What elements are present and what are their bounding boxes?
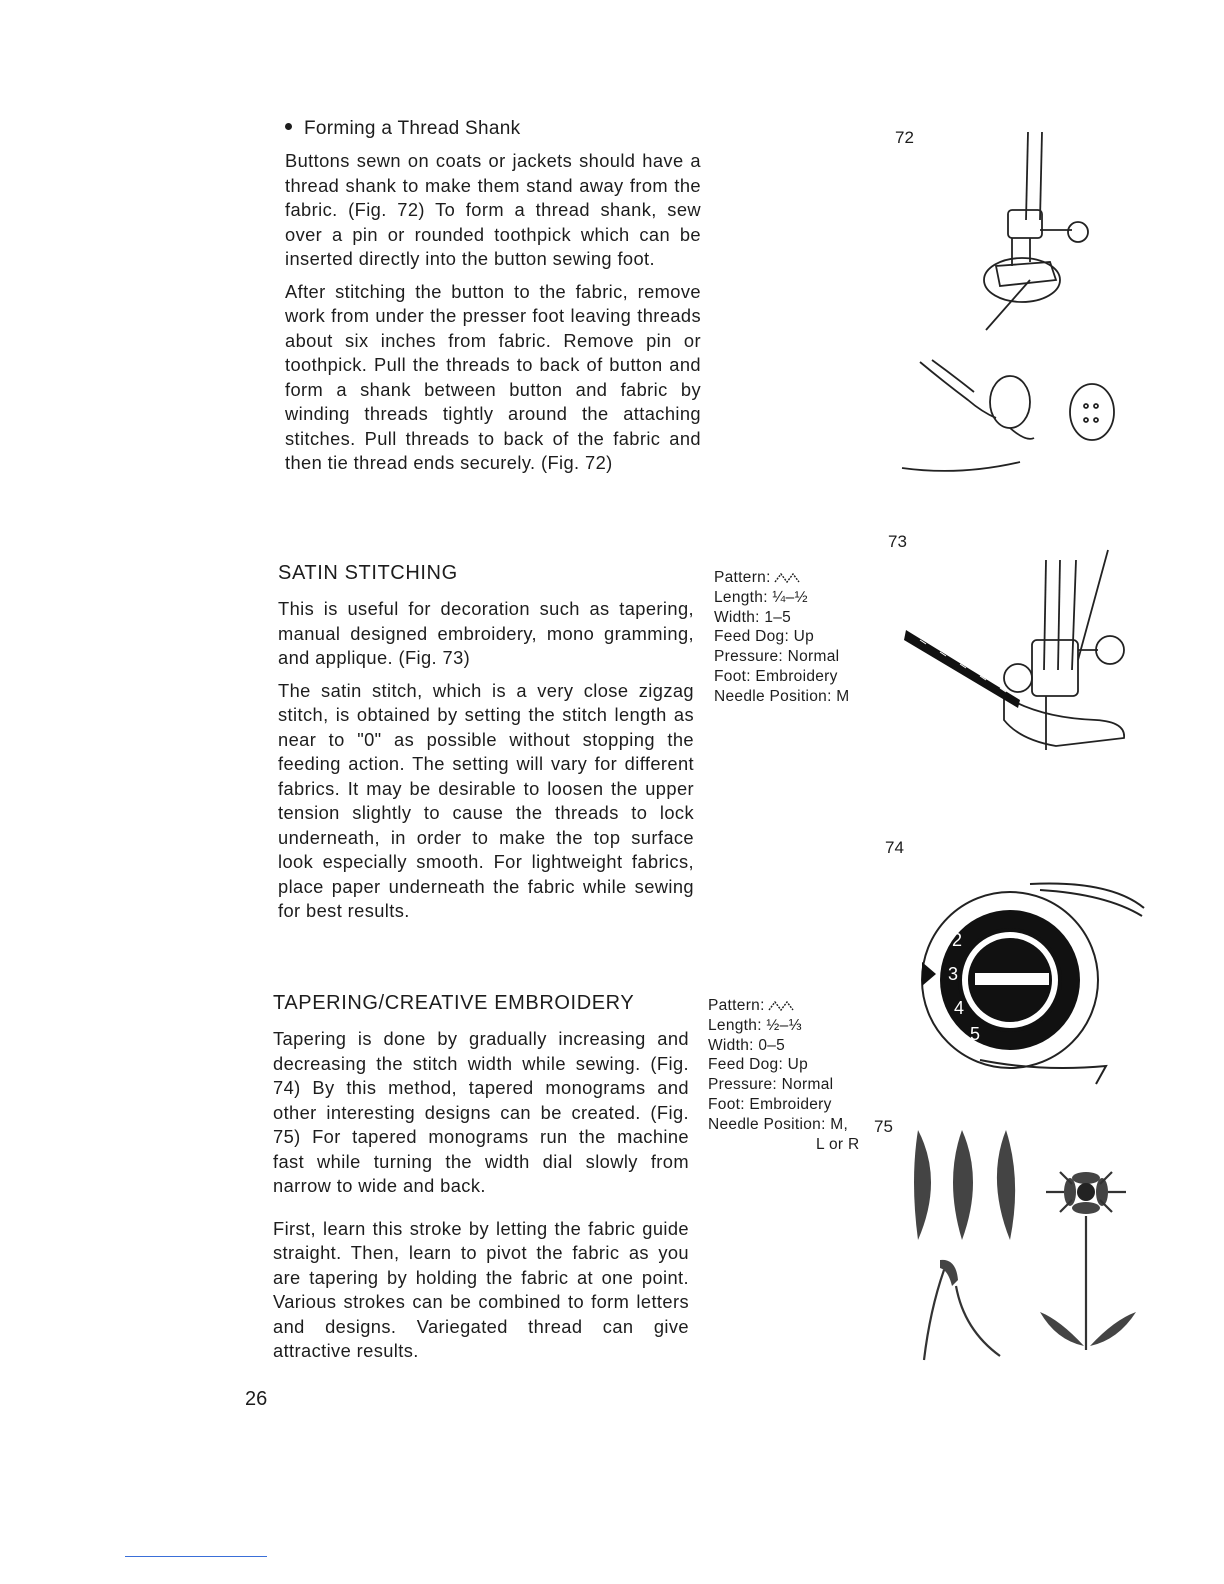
figure-73-number: 73 bbox=[888, 532, 907, 551]
figure-73-satin-stitch-illustration bbox=[900, 550, 1130, 800]
dial-pointer-icon bbox=[922, 962, 936, 986]
figure-75-tapered-designs-illustration bbox=[900, 1120, 1140, 1370]
dial-number: 2 bbox=[952, 930, 963, 950]
setting-needle-position: Needle Position: M bbox=[714, 687, 850, 705]
satin-stitching-section bbox=[278, 562, 694, 932]
figure-72-number: 72 bbox=[895, 128, 914, 147]
bullet-icon bbox=[285, 123, 292, 130]
setting-pattern: Pattern: bbox=[708, 996, 859, 1016]
setting-pressure: Pressure: Normal bbox=[714, 648, 840, 666]
satin-paragraph-1: This is useful for decoration such as tapering, manual designed embroidery, mono gramming, and applique. (Fig. 73) bbox=[278, 598, 694, 668]
setting-length: Length: ¼–½ bbox=[714, 588, 808, 606]
satin-stitching-heading: SATIN STITCHING bbox=[278, 562, 458, 584]
setting-pressure: Pressure: Normal bbox=[708, 1076, 834, 1094]
thread-shank-heading: Forming a Thread Shank bbox=[285, 118, 701, 140]
zigzag-pattern-icon bbox=[774, 568, 800, 588]
figure-74-number: 74 bbox=[885, 838, 904, 857]
tapering-heading: TAPERING/CREATIVE EMBROIDERY bbox=[273, 992, 635, 1014]
satin-settings bbox=[714, 568, 850, 707]
tapering-settings bbox=[708, 996, 859, 1154]
tapering-paragraph-1: Tapering is done by gradually increasing and decreasing the stitch width while sewing. (Fig. 74) By this method, tapered monograms and other interesting designs can be created. (Fig. 75) For tapered monograms run the machine fast while turning the width dial slowly from narrow to wide and back. bbox=[273, 1028, 689, 1196]
dial-number: 3 bbox=[948, 964, 959, 984]
dial-number: 5 bbox=[970, 1024, 981, 1044]
setting-needle-position: Needle Position: M, bbox=[708, 1115, 849, 1133]
setting-pattern: Pattern: bbox=[714, 568, 850, 588]
figure-72-button-shank-illustration bbox=[900, 130, 1130, 500]
setting-width: Width: 1–5 bbox=[714, 608, 792, 626]
thread-shank-section bbox=[285, 118, 701, 484]
page-number: 26 bbox=[245, 1388, 268, 1410]
setting-feed-dog: Feed Dog: Up bbox=[714, 628, 815, 646]
setting-needle-position-cont: L or R bbox=[816, 1135, 860, 1153]
figure-74-width-dial-illustration bbox=[910, 850, 1150, 1090]
setting-foot: Foot: Embroidery bbox=[708, 1095, 832, 1113]
zigzag-pattern-icon bbox=[768, 996, 794, 1016]
figure-75-number: 75 bbox=[874, 1117, 893, 1136]
footer-divider bbox=[125, 1556, 267, 1557]
tapering-section bbox=[273, 992, 689, 1374]
setting-feed-dog: Feed Dog: Up bbox=[708, 1056, 809, 1074]
dial-number: 4 bbox=[954, 998, 965, 1018]
tapering-paragraph-2: First, learn this stroke by letting the fabric guide straight. Then, learn to pivot the fabric as you are tapering by holding the fabric at one point. Various strokes can be combined to form letters and designs. Variegated thread can give attractive results. bbox=[273, 1217, 689, 1361]
setting-width: Width: 0–5 bbox=[708, 1036, 786, 1054]
thread-shank-paragraph-1: Buttons sewn on coats or jackets should have a thread shank to make them stand away from the fabric. (Fig. 72) To form a thread shank, sew over a pin or rounded toothpick which can be inserted directly into the button sewing foot. bbox=[285, 150, 701, 269]
setting-length: Length: ½–⅓ bbox=[708, 1016, 802, 1034]
satin-paragraph-2: The satin stitch, which is a very close zigzag stitch, is obtained by setting the stitch length as near to "0" as possible without stopping the feeding action. The setting will vary for different fabrics. It may be desirable to loosen the upper tension slightly to cause the threads to lock underneath, in order to make the top surface look especially smooth. For lightweight fabrics, place paper underneath the fabric while sewing for best results. bbox=[278, 679, 694, 921]
thread-shank-paragraph-2: After stitching the button to the fabric, remove work from under the presser foot leaving threads about six inches from fabric. Remove pin or toothpick. Pull the threads to back of button and form a shank between button and fabric by winding threads tightly around the attaching stitches. Pull threads to back of the fabric and then tie thread ends securely. (Fig. 72) bbox=[285, 280, 701, 473]
setting-foot: Foot: Embroidery bbox=[714, 667, 838, 685]
